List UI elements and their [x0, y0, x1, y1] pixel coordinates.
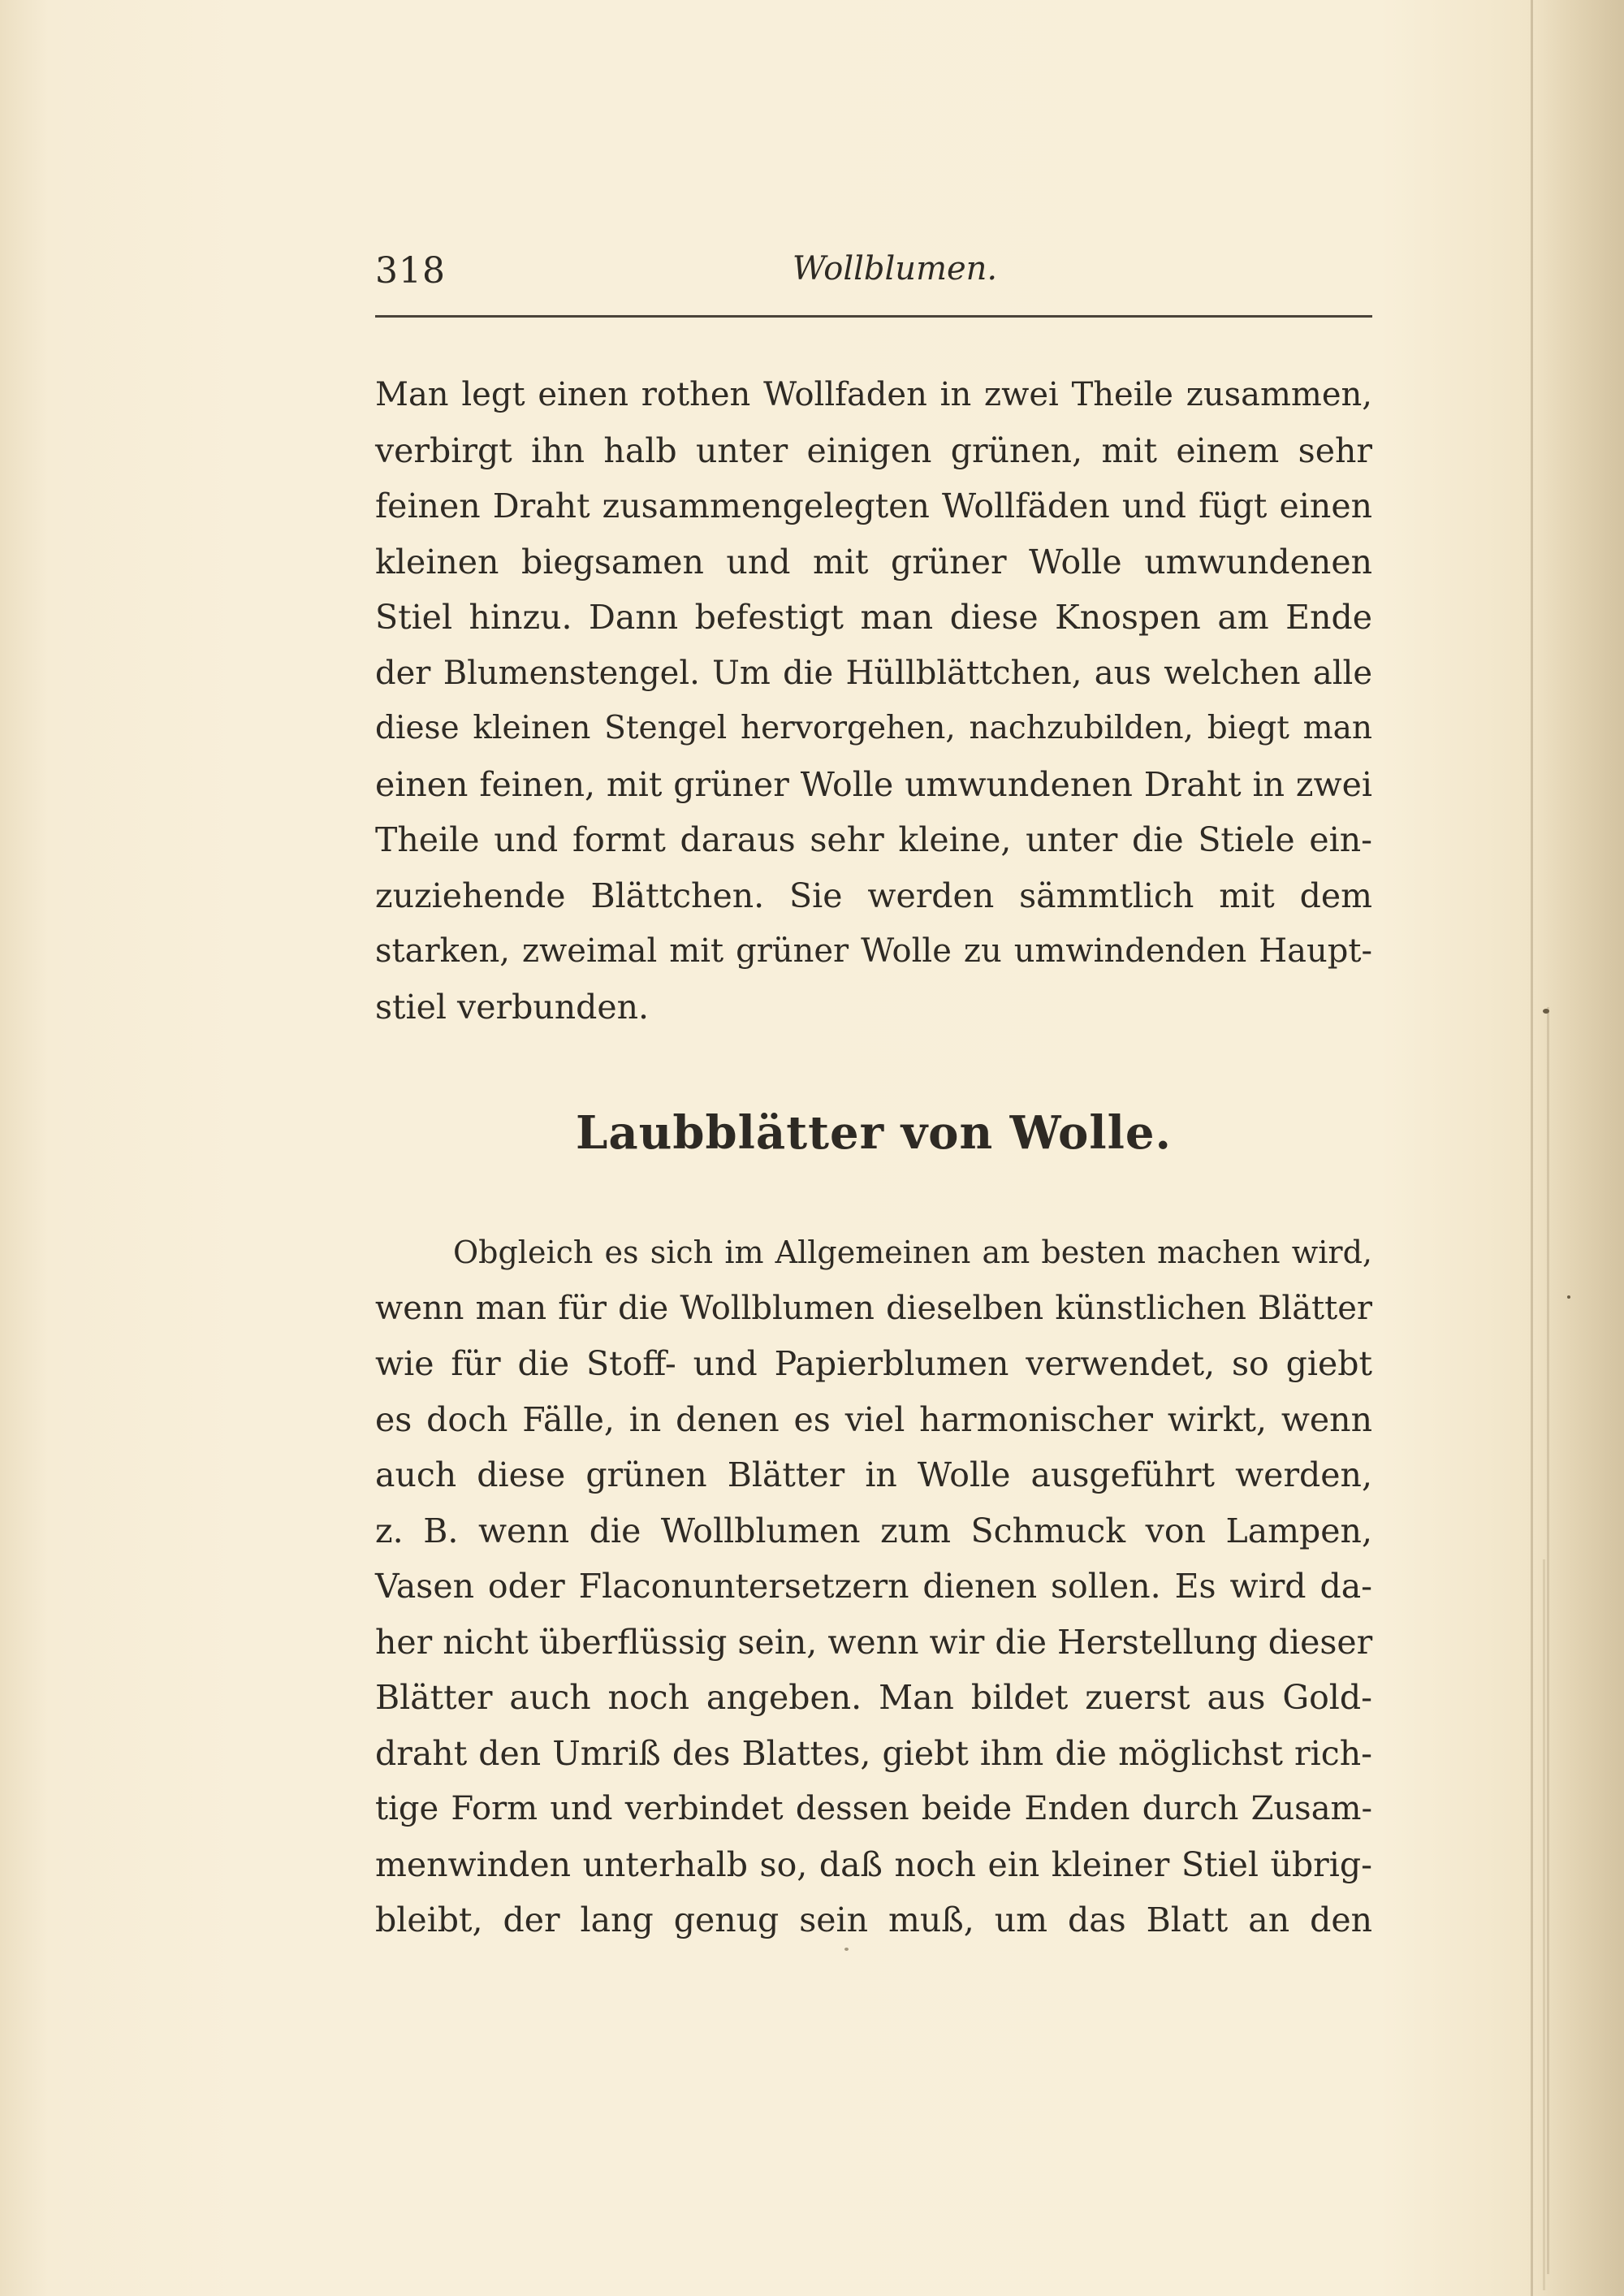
text-line: verbirgt ihn halb unter einigen grünen, mit einem sehr: [375, 430, 1372, 470]
text-line: der Blumenstengel. Um die Hüllblättchen, aus welchen alle: [375, 654, 1372, 692]
text-line: Man legt einen rothen Wollfaden in zwei Theile zusammen,: [375, 376, 1372, 413]
text-line: feinen Draht zusammengelegten Wollfäden und fügt einen: [375, 486, 1372, 525]
paragraph-laubblaetter: [375, 1225, 1372, 1948]
text-line: draht den Umriß des Blattes, giebt ihm die möglichst rich-: [375, 1733, 1372, 1773]
text-line: stiel verbunden.: [375, 987, 650, 1027]
text-line: Obgleich es sich im Allgemeinen am besten machen wird,: [453, 1234, 1372, 1270]
text-line: Theile und formt daraus sehr kleine, unter die Stiele ein-: [375, 820, 1372, 859]
text-line: Blätter auch noch angeben. Man bildet zuerst aus Gold-: [375, 1678, 1372, 1717]
text-line: Vasen oder Flaconuntersetzern dienen sollen. Es wird da-: [375, 1567, 1372, 1606]
section-heading: Laubblätter von Wolle.: [575, 1106, 1173, 1160]
header-rule: [375, 315, 1372, 318]
text-line: menwinden unterhalb so, daß noch ein kleiner Stiel übrig-: [375, 1844, 1372, 1884]
text-line: zuziehende Blättchen. Sie werden sämmtlich mit dem: [375, 876, 1372, 915]
paper-speck: [844, 1948, 849, 1951]
text-line: wenn man für die Wollblumen dieselben künstlichen Blätter: [375, 1289, 1372, 1327]
text-line: starken, zweimal mit grüner Wolle zu umwindenden Haupt-: [375, 932, 1372, 970]
running-head: Wollblumen.: [792, 250, 998, 288]
page-header: [375, 250, 1364, 307]
paragraph-continued: [375, 367, 1372, 1035]
text-line: wie für die Stoff- und Papierblumen verwendet, so giebt: [375, 1344, 1372, 1383]
paper-speck: [1567, 1295, 1570, 1299]
text-line: einen feinen, mit grüner Wolle umwundenen Draht in zwei: [375, 764, 1372, 804]
page-edge-line: [1531, 0, 1533, 2296]
page-edge-line: [1547, 1007, 1549, 2274]
text-line: bleibt, der lang genug sein muß, um das Blatt an den: [375, 1900, 1372, 1939]
text-line: her nicht überflüssig sein, wenn wir die Herstellung dieser: [375, 1622, 1373, 1662]
text-line: auch diese grünen Blätter in Wolle ausgeführt werden,: [375, 1455, 1372, 1494]
text-line: tige Form und verbindet dessen beide Enden durch Zusam-: [375, 1790, 1372, 1827]
page-number: 318: [375, 250, 446, 292]
paper-speck: [1543, 1009, 1549, 1014]
text-line: z. B. wenn die Wollblumen zum Schmuck von Lampen,: [375, 1511, 1372, 1550]
text-line: kleinen biegsamen und mit grüner Wolle umwundenen: [375, 542, 1372, 582]
text-line: es doch Fälle, in denen es viel harmonischer wirkt, wenn: [375, 1399, 1372, 1439]
text-line: Stiel hinzu. Dann befestigt man diese Knospen am Ende: [375, 598, 1372, 637]
page-edge-shadow: [1527, 0, 1624, 2296]
text-line: diese kleinen Stengel hervorgehen, nachzubilden, biegt man: [375, 710, 1372, 746]
page-edge-line: [1543, 1559, 1545, 2290]
